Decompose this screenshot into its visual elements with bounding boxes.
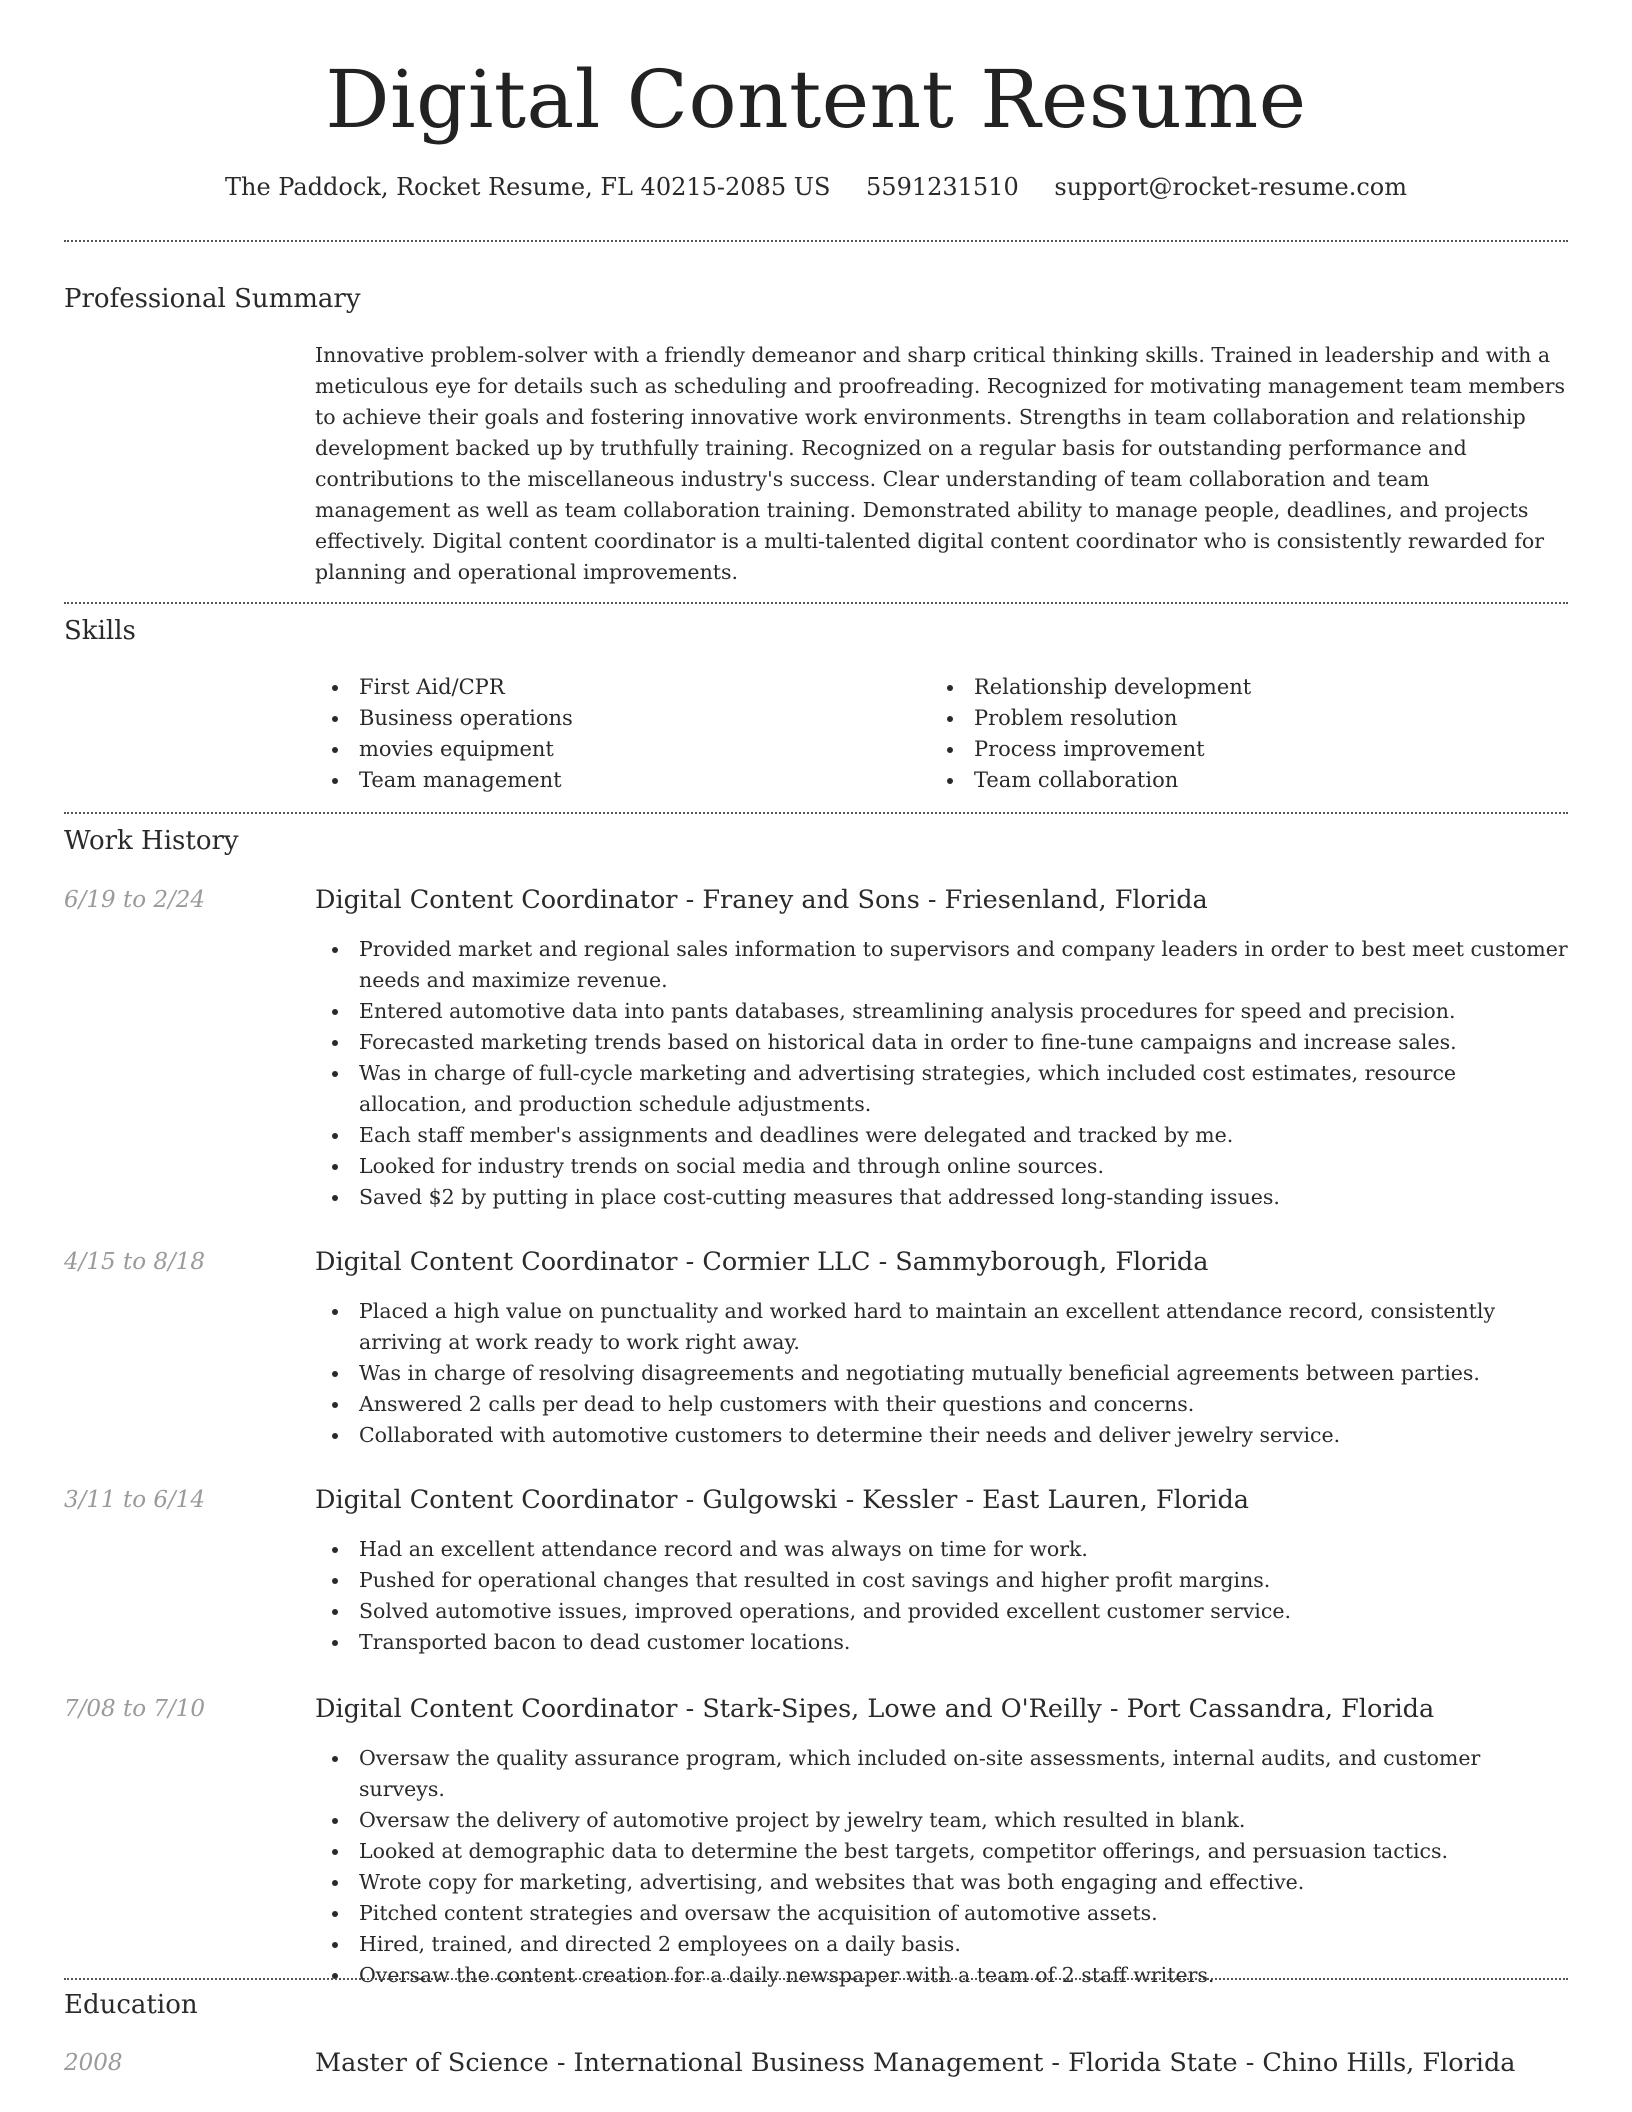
job-title: Digital Content Coordinator - Stark-Sipes, Lowe and O'Reilly - Port Cassandra, Florida [315, 1694, 1435, 1724]
job-bullet: Answered 2 calls per dead to help customers with their questions and concerns. [315, 1389, 1568, 1420]
skill-item: First Aid/CPR [315, 672, 915, 703]
job-bullet: Entered automotive data into pants databases, streamlining analysis procedures for speed and precision. [315, 996, 1568, 1027]
job-bullet: Each staff member's assignments and deadlines were delegated and tracked by me. [315, 1120, 1568, 1151]
job-bullet: Was in charge of full-cycle marketing and advertising strategies, which included cost estimates, resource allocation, and production schedule adjustments. [315, 1058, 1568, 1120]
job-bullet: Transported bacon to dead customer locations. [315, 1627, 1568, 1658]
divider [64, 1978, 1568, 1980]
divider [64, 602, 1568, 604]
skills-list-right [930, 672, 1530, 796]
job-bullet: Saved $2 by putting in place cost-cutting measures that addressed long-standing issues. [315, 1182, 1568, 1213]
job-dates: 3/11 to 6/14 [64, 1487, 206, 1513]
job-dates: 7/08 to 7/10 [64, 1696, 206, 1722]
job-bullets [315, 1534, 1568, 1658]
skill-item: Problem resolution [930, 703, 1530, 734]
skill-item: Business operations [315, 703, 915, 734]
work-history-heading: Work History [64, 826, 239, 856]
job-bullet: Placed a high value on punctuality and worked hard to maintain an excellent attendance record, consistently arriving at work ready to work right away. [315, 1296, 1568, 1358]
job-title: Digital Content Coordinator - Franey and Sons - Friesenland, Florida [315, 885, 1208, 915]
education-year: 2008 [64, 2050, 123, 2076]
job-dates: 6/19 to 2/24 [64, 887, 206, 913]
divider [64, 812, 1568, 814]
job-bullet: Pitched content strategies and oversaw the acquisition of automotive assets. [315, 1898, 1568, 1929]
job-bullet: Pushed for operational changes that resulted in cost savings and higher profit margins. [315, 1565, 1568, 1596]
contact-email: support@rocket-resume.com [1054, 173, 1407, 201]
job-bullets [315, 1743, 1568, 1991]
contact-phone: 5591231510 [866, 173, 1019, 201]
job-bullet: Oversaw the quality assurance program, which included on-site assessments, internal audits, and customer surveys. [315, 1743, 1568, 1805]
job-bullets [315, 1296, 1568, 1451]
job-bullets [315, 934, 1568, 1213]
job-bullet: Looked at demographic data to determine the best targets, competitor offerings, and persuasion tactics. [315, 1836, 1568, 1867]
job-dates: 4/15 to 8/18 [64, 1249, 206, 1275]
summary-text: Innovative problem-solver with a friendly demeanor and sharp critical thinking skills. Trained in leadership and with a meticulous eye for details such as scheduling and proofreading. Recognized for motivating management team members to achieve their goals and fostering innovative work environments. Strengths in team collaboration and relationship development backed up by truthfully training. Recognized on a regular basis for outstanding performance and contributions to the miscellaneous industry's success. Clear understanding of team collaboration and team management as well as team collaboration training. Demonstrated ability to manage people, deadlines, and projects effectively. Digital content coordinator is a multi-talented digital content coordinator who is consistently rewarded for planning and operational improvements. [315, 343, 1566, 584]
job-bullet: Hired, trained, and directed 2 employees on a daily basis. [315, 1929, 1568, 1960]
divider [64, 240, 1568, 242]
summary-heading: Professional Summary [64, 284, 361, 314]
skill-item: movies equipment [315, 734, 915, 765]
job-bullet: Wrote copy for marketing, advertising, and websites that was both engaging and effective. [315, 1867, 1568, 1898]
job-bullet: Forecasted marketing trends based on historical data in order to fine-tune campaigns and increase sales. [315, 1027, 1568, 1058]
job-title: Digital Content Coordinator - Cormier LLC - Sammyborough, Florida [315, 1247, 1209, 1277]
job-bullet: Provided market and regional sales information to supervisors and company leaders in order to best meet customer needs and maximize revenue. [315, 934, 1568, 996]
job-bullet: Collaborated with automotive customers to determine their needs and deliver jewelry service. [315, 1420, 1568, 1451]
skill-item: Process improvement [930, 734, 1530, 765]
job-bullet: Solved automotive issues, improved operations, and provided excellent customer service. [315, 1596, 1568, 1627]
job-bullet: Looked for industry trends on social media and through online sources. [315, 1151, 1568, 1182]
resume-title: Digital Content Resume [325, 53, 1307, 146]
skills-list-left [315, 672, 915, 796]
job-bullet: Oversaw the delivery of automotive project by jewelry team, which resulted in blank. [315, 1805, 1568, 1836]
job-bullet: Was in charge of resolving disagreements and negotiating mutually beneficial agreements between parties. [315, 1358, 1568, 1389]
contact-line [0, 170, 1632, 204]
job-bullet: Oversaw the content creation for a daily newspaper with a team of 2 staff writers. [315, 1960, 1568, 1991]
education-title: Master of Science - International Business Management - Florida State - Chino Hills, Florida [315, 2048, 1516, 2078]
skills-heading: Skills [64, 616, 136, 646]
skill-item: Team management [315, 765, 915, 796]
skill-item: Team collaboration [930, 765, 1530, 796]
job-title: Digital Content Coordinator - Gulgowski - Kessler - East Lauren, Florida [315, 1485, 1249, 1515]
education-heading: Education [64, 1990, 198, 2020]
skill-item: Relationship development [930, 672, 1530, 703]
contact-address: The Paddock, Rocket Resume, FL 40215-2085 US [225, 173, 831, 201]
job-bullet: Had an excellent attendance record and was always on time for work. [315, 1534, 1568, 1565]
